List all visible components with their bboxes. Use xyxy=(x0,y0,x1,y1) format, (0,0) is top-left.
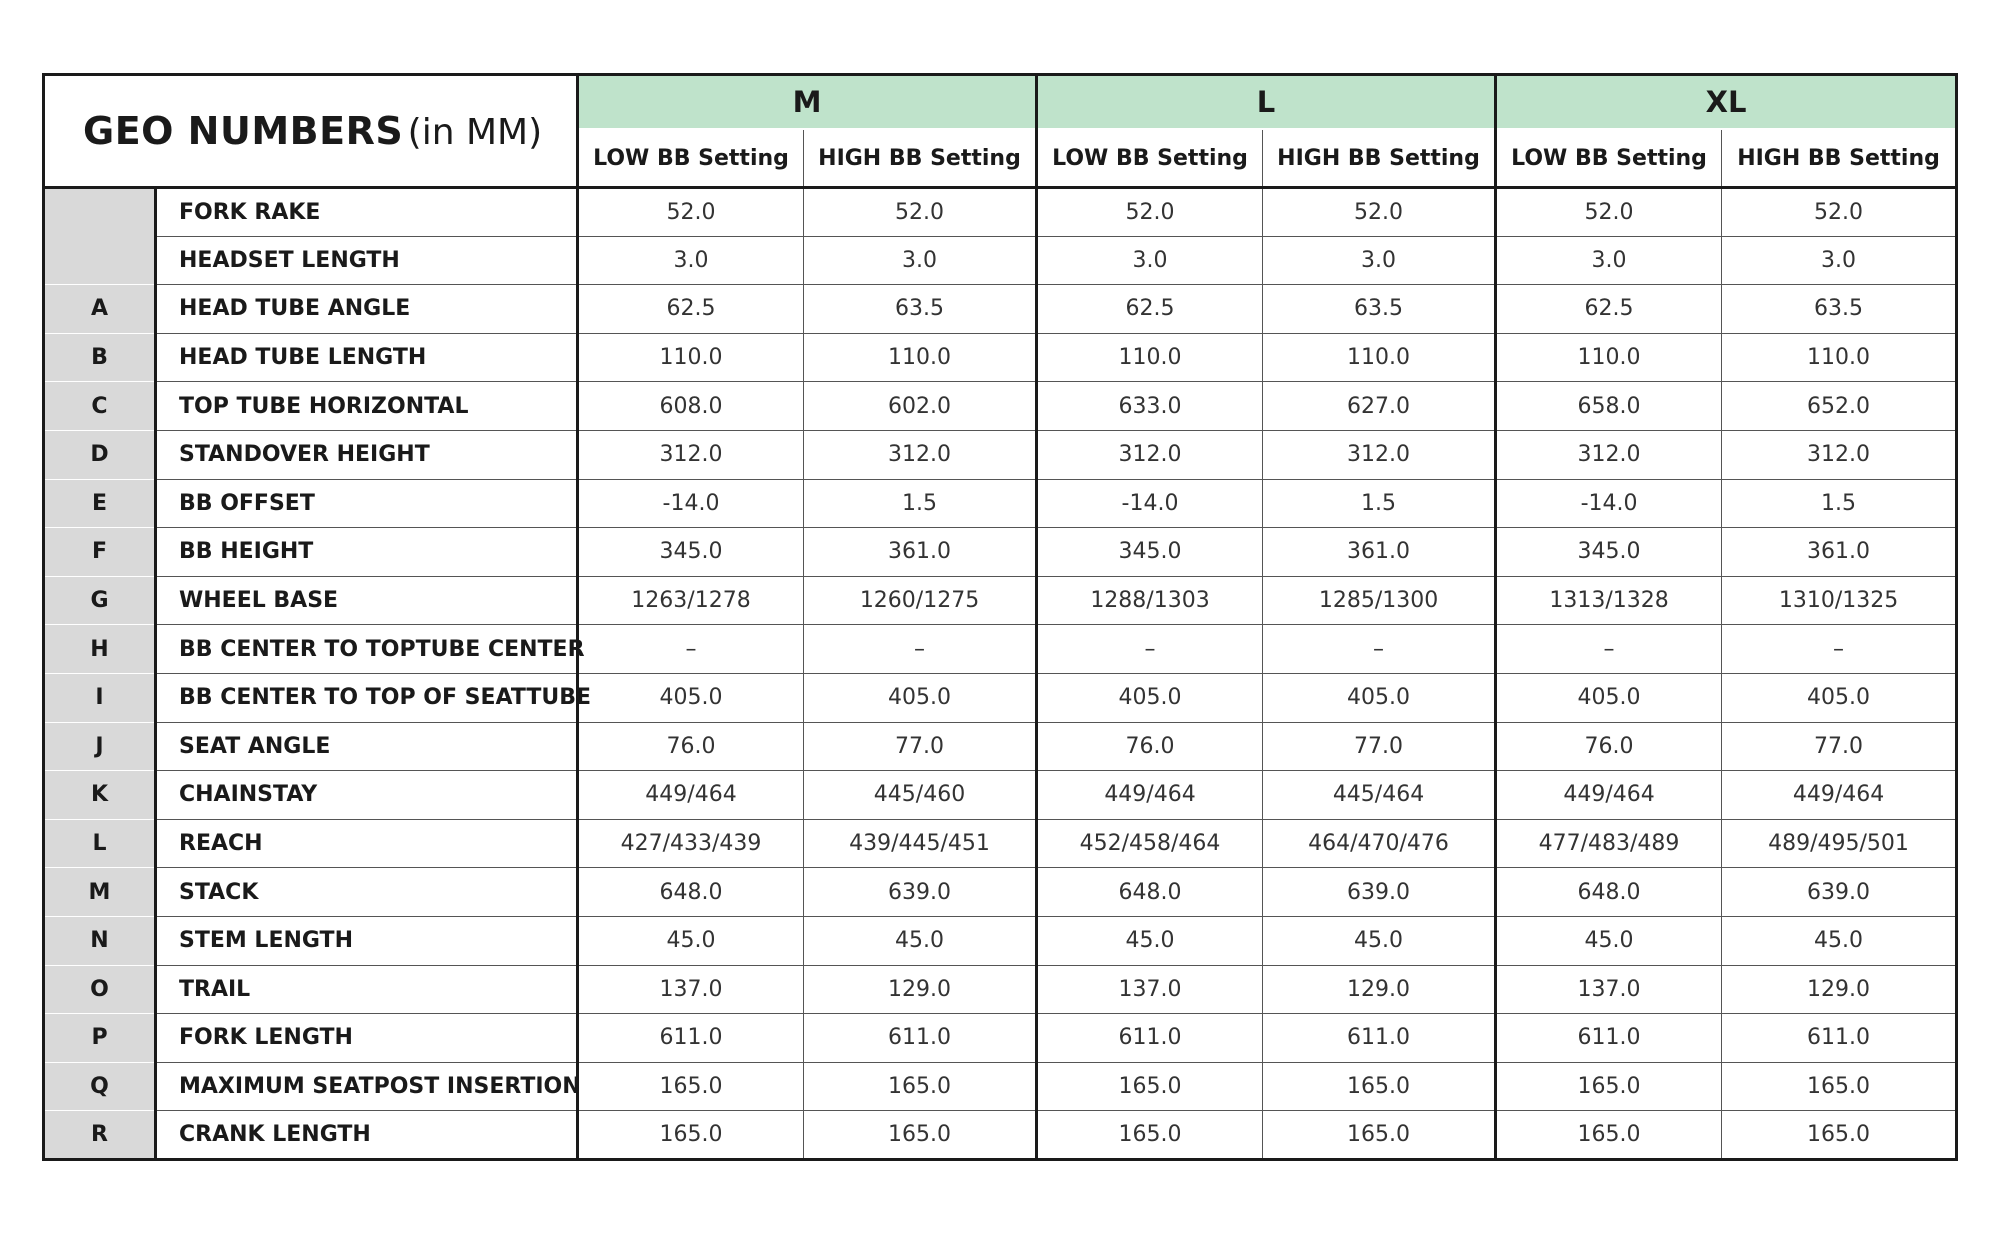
value-cell: 45.0 xyxy=(1722,916,1957,965)
table-row xyxy=(44,333,1957,382)
value-cell: 611.0 xyxy=(804,1014,1037,1063)
row-label: TOP TUBE HORIZONTAL xyxy=(156,382,578,431)
setting-header-m-high: HIGH BB Setting xyxy=(804,129,1037,188)
value-cell: 165.0 xyxy=(1722,1062,1957,1111)
value-cell: 62.5 xyxy=(578,285,804,334)
value-cell: – xyxy=(1263,625,1496,674)
value-cell: 165.0 xyxy=(804,1111,1037,1160)
value-cell: 52.0 xyxy=(804,188,1037,237)
value-cell: 345.0 xyxy=(1037,528,1263,577)
table-row xyxy=(44,771,1957,820)
value-cell: 77.0 xyxy=(1263,722,1496,771)
size-header-xl: XL xyxy=(1496,75,1957,130)
value-cell: 110.0 xyxy=(1496,333,1722,382)
value-cell: 449/464 xyxy=(578,771,804,820)
value-cell: 452/458/464 xyxy=(1037,819,1263,868)
row-label: STACK xyxy=(156,868,578,917)
value-cell: 405.0 xyxy=(804,673,1037,722)
value-cell: 639.0 xyxy=(1263,868,1496,917)
value-cell: 45.0 xyxy=(1496,916,1722,965)
row-letter: O xyxy=(44,965,156,1014)
row-letter: B xyxy=(44,333,156,382)
setting-header-m-low: LOW BB Setting xyxy=(578,129,804,188)
row-label: FORK RAKE xyxy=(156,188,578,237)
value-cell: 464/470/476 xyxy=(1263,819,1496,868)
table-row xyxy=(44,722,1957,771)
value-cell: 165.0 xyxy=(1263,1062,1496,1111)
row-letter: F xyxy=(44,528,156,577)
value-cell: 165.0 xyxy=(1496,1111,1722,1160)
setting-header-l-low: LOW BB Setting xyxy=(1037,129,1263,188)
value-cell: 1.5 xyxy=(804,479,1037,528)
value-cell: 639.0 xyxy=(804,868,1037,917)
value-cell: 45.0 xyxy=(1037,916,1263,965)
table-row xyxy=(44,528,1957,577)
value-cell: – xyxy=(1037,625,1263,674)
row-letter: A xyxy=(44,285,156,334)
value-cell: 1260/1275 xyxy=(804,576,1037,625)
value-cell: 427/433/439 xyxy=(578,819,804,868)
value-cell: – xyxy=(1722,625,1957,674)
value-cell: 76.0 xyxy=(1037,722,1263,771)
value-cell: 62.5 xyxy=(1037,285,1263,334)
setting-header-xl-low: LOW BB Setting xyxy=(1496,129,1722,188)
row-label: BB HEIGHT xyxy=(156,528,578,577)
value-cell: 449/464 xyxy=(1722,771,1957,820)
value-cell: 45.0 xyxy=(578,916,804,965)
table-row xyxy=(44,285,1957,334)
value-cell: 633.0 xyxy=(1037,382,1263,431)
setting-header-l-high: HIGH BB Setting xyxy=(1263,129,1496,188)
table-row xyxy=(44,430,1957,479)
value-cell: 405.0 xyxy=(1263,673,1496,722)
value-cell: 627.0 xyxy=(1263,382,1496,431)
row-label: FORK LENGTH xyxy=(156,1014,578,1063)
value-cell: 52.0 xyxy=(1037,188,1263,237)
value-cell: 439/445/451 xyxy=(804,819,1037,868)
value-cell: 652.0 xyxy=(1722,382,1957,431)
value-cell: 312.0 xyxy=(1037,430,1263,479)
row-letter: I xyxy=(44,673,156,722)
table-row xyxy=(44,479,1957,528)
table-body xyxy=(44,188,1957,1160)
row-letter: G xyxy=(44,576,156,625)
row-letter: K xyxy=(44,771,156,820)
value-cell: 165.0 xyxy=(578,1062,804,1111)
row-label: CHAINSTAY xyxy=(156,771,578,820)
value-cell: 77.0 xyxy=(804,722,1037,771)
value-cell: 3.0 xyxy=(1263,236,1496,285)
value-cell: 129.0 xyxy=(1263,965,1496,1014)
value-cell: 63.5 xyxy=(1722,285,1957,334)
value-cell: 165.0 xyxy=(1037,1111,1263,1160)
value-cell: 361.0 xyxy=(1263,528,1496,577)
value-cell: 63.5 xyxy=(1263,285,1496,334)
value-cell: 1.5 xyxy=(1722,479,1957,528)
value-cell: 52.0 xyxy=(578,188,804,237)
table-row xyxy=(44,1062,1957,1111)
table-row xyxy=(44,576,1957,625)
value-cell: 110.0 xyxy=(1037,333,1263,382)
value-cell: 63.5 xyxy=(804,285,1037,334)
title-unit: (in MM) xyxy=(407,112,543,153)
row-letter xyxy=(44,236,156,285)
value-cell: 165.0 xyxy=(578,1111,804,1160)
value-cell: 445/460 xyxy=(804,771,1037,820)
value-cell: 345.0 xyxy=(578,528,804,577)
value-cell: 3.0 xyxy=(804,236,1037,285)
value-cell: 3.0 xyxy=(578,236,804,285)
row-label: MAXIMUM SEATPOST INSERTION xyxy=(156,1062,578,1111)
value-cell: 361.0 xyxy=(804,528,1037,577)
value-cell: – xyxy=(804,625,1037,674)
table-row xyxy=(44,625,1957,674)
value-cell: 658.0 xyxy=(1496,382,1722,431)
row-letter: Q xyxy=(44,1062,156,1111)
row-label: BB CENTER TO TOPTUBE CENTER xyxy=(156,625,578,674)
row-letter: J xyxy=(44,722,156,771)
value-cell: 110.0 xyxy=(804,333,1037,382)
value-cell: 608.0 xyxy=(578,382,804,431)
value-cell: 137.0 xyxy=(1496,965,1722,1014)
row-label: STANDOVER HEIGHT xyxy=(156,430,578,479)
value-cell: 165.0 xyxy=(1037,1062,1263,1111)
value-cell: 648.0 xyxy=(1496,868,1722,917)
row-letter: D xyxy=(44,430,156,479)
size-header-l: L xyxy=(1037,75,1496,130)
value-cell: 165.0 xyxy=(1263,1111,1496,1160)
value-cell: 405.0 xyxy=(578,673,804,722)
value-cell: 361.0 xyxy=(1722,528,1957,577)
row-label: HEAD TUBE ANGLE xyxy=(156,285,578,334)
row-label: SEAT ANGLE xyxy=(156,722,578,771)
value-cell: 312.0 xyxy=(1496,430,1722,479)
row-letter: E xyxy=(44,479,156,528)
value-cell: 137.0 xyxy=(1037,965,1263,1014)
value-cell: -14.0 xyxy=(1496,479,1722,528)
row-letter xyxy=(44,188,156,237)
value-cell: 611.0 xyxy=(1037,1014,1263,1063)
row-label: REACH xyxy=(156,819,578,868)
value-cell: 489/495/501 xyxy=(1722,819,1957,868)
value-cell: 110.0 xyxy=(578,333,804,382)
table-title xyxy=(44,75,578,188)
value-cell: 165.0 xyxy=(1722,1111,1957,1160)
value-cell: 312.0 xyxy=(804,430,1037,479)
row-label: WHEEL BASE xyxy=(156,576,578,625)
value-cell: 611.0 xyxy=(1496,1014,1722,1063)
value-cell: 45.0 xyxy=(804,916,1037,965)
value-cell: 76.0 xyxy=(1496,722,1722,771)
row-label: HEADSET LENGTH xyxy=(156,236,578,285)
table-row xyxy=(44,1014,1957,1063)
row-label: STEM LENGTH xyxy=(156,916,578,965)
row-label: HEAD TUBE LENGTH xyxy=(156,333,578,382)
value-cell: 110.0 xyxy=(1722,333,1957,382)
value-cell: 449/464 xyxy=(1496,771,1722,820)
value-cell: 477/483/489 xyxy=(1496,819,1722,868)
setting-header-xl-high: HIGH BB Setting xyxy=(1722,129,1957,188)
value-cell: -14.0 xyxy=(1037,479,1263,528)
value-cell: 405.0 xyxy=(1496,673,1722,722)
table-row xyxy=(44,819,1957,868)
value-cell: 129.0 xyxy=(1722,965,1957,1014)
row-letter: M xyxy=(44,868,156,917)
value-cell: 449/464 xyxy=(1037,771,1263,820)
row-letter: C xyxy=(44,382,156,431)
value-cell: 602.0 xyxy=(804,382,1037,431)
table-row xyxy=(44,188,1957,237)
value-cell: 312.0 xyxy=(1722,430,1957,479)
value-cell: 611.0 xyxy=(578,1014,804,1063)
title-main: GEO NUMBERS xyxy=(83,109,404,153)
value-cell: 165.0 xyxy=(804,1062,1037,1111)
value-cell: 3.0 xyxy=(1722,236,1957,285)
table-row xyxy=(44,673,1957,722)
value-cell: – xyxy=(1496,625,1722,674)
row-label: CRANK LENGTH xyxy=(156,1111,578,1160)
value-cell: 648.0 xyxy=(1037,868,1263,917)
value-cell: 312.0 xyxy=(578,430,804,479)
value-cell: 137.0 xyxy=(578,965,804,1014)
size-header-m: M xyxy=(578,75,1037,130)
value-cell: 345.0 xyxy=(1496,528,1722,577)
value-cell: 76.0 xyxy=(578,722,804,771)
geometry-table xyxy=(42,73,1958,1161)
value-cell: 45.0 xyxy=(1263,916,1496,965)
table-row xyxy=(44,916,1957,965)
table-row xyxy=(44,965,1957,1014)
value-cell: 52.0 xyxy=(1722,188,1957,237)
row-label: BB CENTER TO TOP OF SEATTUBE xyxy=(156,673,578,722)
value-cell: 611.0 xyxy=(1263,1014,1496,1063)
value-cell: 1263/1278 xyxy=(578,576,804,625)
value-cell: 62.5 xyxy=(1496,285,1722,334)
value-cell: 1288/1303 xyxy=(1037,576,1263,625)
value-cell: 405.0 xyxy=(1722,673,1957,722)
value-cell: 3.0 xyxy=(1496,236,1722,285)
value-cell: 639.0 xyxy=(1722,868,1957,917)
value-cell: 1313/1328 xyxy=(1496,576,1722,625)
row-label: TRAIL xyxy=(156,965,578,1014)
value-cell: 77.0 xyxy=(1722,722,1957,771)
value-cell: 1310/1325 xyxy=(1722,576,1957,625)
size-header-row xyxy=(44,75,1957,130)
table-row xyxy=(44,1111,1957,1160)
table-row xyxy=(44,236,1957,285)
table-header xyxy=(44,75,1957,188)
value-cell: 611.0 xyxy=(1722,1014,1957,1063)
value-cell: -14.0 xyxy=(578,479,804,528)
value-cell: 129.0 xyxy=(804,965,1037,1014)
value-cell: 445/464 xyxy=(1263,771,1496,820)
value-cell: 1.5 xyxy=(1263,479,1496,528)
row-letter: H xyxy=(44,625,156,674)
value-cell: 312.0 xyxy=(1263,430,1496,479)
table-row xyxy=(44,382,1957,431)
value-cell: 165.0 xyxy=(1496,1062,1722,1111)
row-letter: N xyxy=(44,916,156,965)
row-letter: R xyxy=(44,1111,156,1160)
table-row xyxy=(44,868,1957,917)
value-cell: 405.0 xyxy=(1037,673,1263,722)
value-cell: 1285/1300 xyxy=(1263,576,1496,625)
value-cell: 110.0 xyxy=(1263,333,1496,382)
value-cell: 648.0 xyxy=(578,868,804,917)
value-cell: 52.0 xyxy=(1496,188,1722,237)
value-cell: 3.0 xyxy=(1037,236,1263,285)
row-letter: P xyxy=(44,1014,156,1063)
row-label: BB OFFSET xyxy=(156,479,578,528)
row-letter: L xyxy=(44,819,156,868)
value-cell: 52.0 xyxy=(1263,188,1496,237)
value-cell: – xyxy=(578,625,804,674)
